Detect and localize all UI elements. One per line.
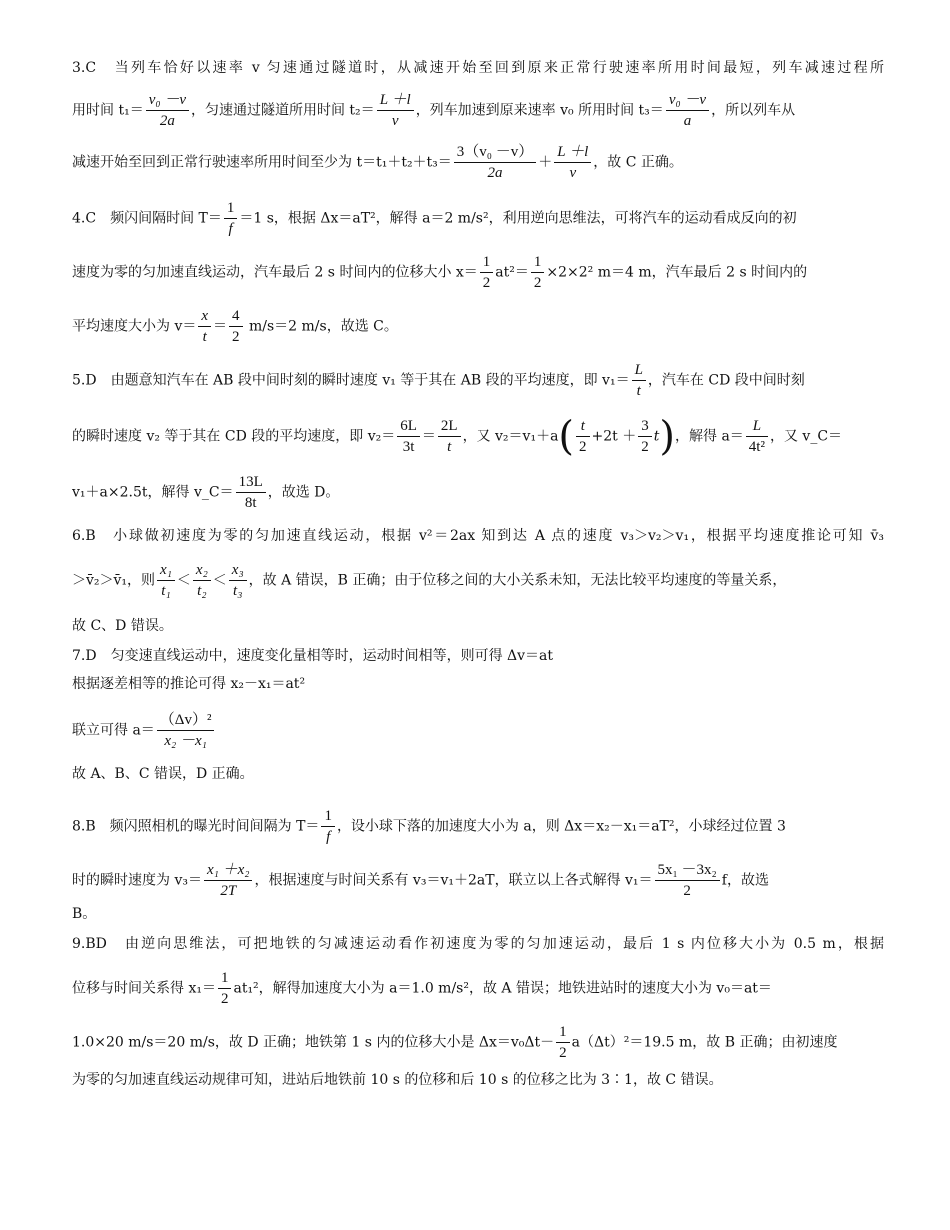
fraction [638, 416, 652, 457]
denominator: t₁ [161, 583, 171, 599]
fraction [229, 306, 243, 347]
q6-line-1 [72, 526, 884, 546]
denominator: f [228, 221, 233, 237]
q4-line-3 [72, 306, 884, 347]
numerator: L [632, 360, 646, 381]
fraction [198, 306, 211, 347]
fraction [556, 1022, 570, 1063]
numerator: t [576, 416, 590, 437]
text: ＋ [538, 154, 553, 171]
denominator: 2T [220, 883, 237, 899]
q5-line-2 [72, 416, 884, 457]
numerator: x₁ [157, 560, 175, 581]
fraction [666, 90, 709, 131]
numerator: x₁ ＋x₂ [204, 860, 253, 881]
text: 为零的匀加速直线运动规律可知，进站后地铁前 10 s 的位移和后 10 s 的位移之比为 3∶1，故 C 错误。 [72, 1072, 723, 1088]
denominator: 2 [641, 439, 649, 455]
q9-line-3 [72, 1022, 884, 1063]
fraction [224, 198, 238, 239]
numerator: 1 [480, 252, 494, 273]
text: ×2×2² m＝4 m，汽车最后 2 s 时间内的 [546, 264, 808, 281]
numerator: 3 [638, 416, 652, 437]
left-paren: ( [558, 416, 575, 457]
right-paren: ) [659, 416, 675, 457]
fraction [531, 252, 545, 293]
text: ，故选 D。 [267, 484, 340, 501]
denominator: t [202, 329, 207, 345]
q5-line-1 [72, 360, 884, 401]
numerator: 1 [218, 968, 232, 989]
denominator: 2a [159, 113, 175, 129]
numerator: 1 [321, 806, 335, 827]
text: ，故 A 错误，B 正确；由于位移之间的大小关系未知，无法比较平均速度的等量关系， [248, 572, 787, 589]
numerator: L [746, 416, 768, 437]
denominator: a [683, 113, 692, 129]
q9-line-2 [72, 968, 884, 1009]
numerator: 1 [531, 252, 545, 273]
denominator: 2 [232, 329, 240, 345]
fraction [438, 416, 461, 457]
denominator: t [447, 439, 452, 455]
q8-line-2 [72, 860, 884, 901]
denominator: 2 [533, 275, 542, 291]
text: ，设小球下落的加速度大小为 a，则 Δx＝x₂－x₁＝aT²，小球经过位置 3 [336, 818, 786, 835]
numerator: L ＋l [377, 90, 414, 111]
fraction [218, 968, 232, 1009]
text: 1.0×20 m/s＝20 m/s，故 D 正确；地铁第 1 s 内的位移大小是 Δx＝v₀Δt－ [72, 1034, 555, 1051]
q4-line-1 [72, 198, 884, 239]
fraction [554, 142, 591, 183]
q3-line-1 [72, 58, 884, 78]
text: at₁²，解得加速度大小为 a＝1.0 m/s²，故 A 错误；地铁进站时的速度大小为 v₀＝at＝ [233, 980, 772, 997]
text: 平均速度大小为 v＝ [72, 318, 197, 335]
numerator: 5x₁ －3x₂ [655, 860, 720, 881]
text: 9.BD 由逆向思维法，可把地铁的匀减速运动看作初速度为零的匀加速运动，最后 1 s 内位移大小为 0.5 m，根据 [72, 936, 884, 952]
text: ，又 v_C＝ [769, 428, 843, 445]
denominator: 4t² [748, 439, 765, 455]
fraction [146, 90, 189, 131]
text: at²＝ [495, 264, 529, 281]
fraction [204, 860, 253, 901]
denominator: 2 [559, 1045, 567, 1061]
denominator: 2 [683, 883, 691, 899]
text: ＝1 s，根据 Δx＝aT²，解得 a＝2 m/s²，利用逆向思维法，可将汽车的运动看成反向的初 [239, 210, 797, 227]
text: ＞v̄₂＞v̄₁，则 [72, 572, 156, 589]
q7-line-4 [72, 764, 884, 784]
denominator: v [391, 113, 399, 129]
numerator: （Δv）² [157, 710, 215, 731]
denominator: 8t [244, 495, 257, 511]
text: v₁＋a×2.5t，解得 v_C＝ [72, 484, 234, 501]
numerator: v₀ －v [146, 90, 189, 111]
text: 联立可得 a＝ [72, 722, 155, 739]
fraction [193, 560, 211, 601]
text: 故 C、D 错误。 [72, 618, 173, 634]
text: 减速开始至回到正常行驶速率所用时间至少为 t＝t₁＋t₂＋t₃＝ [72, 154, 452, 171]
numerator: L ＋l [554, 142, 591, 163]
text: 故 A、B、C 错误，D 正确。 [72, 766, 254, 782]
denominator: t [636, 383, 641, 399]
text: B。 [72, 906, 97, 922]
numerator: 3（v₀ －v） [454, 142, 536, 163]
numerator: 13L [236, 472, 266, 493]
numerator: 2L [438, 416, 461, 437]
fraction [480, 252, 494, 293]
text: 位移与时间关系得 x₁＝ [72, 980, 216, 997]
text: ＜ [176, 572, 191, 589]
q7-line-1 [72, 646, 884, 666]
fraction [655, 860, 720, 901]
fraction [632, 360, 646, 401]
denominator: 3t [402, 439, 415, 455]
text: a（Δt）²＝19.5 m，故 B 正确；由初速度 [571, 1034, 838, 1051]
q7-line-3 [72, 710, 884, 751]
fraction [236, 472, 266, 513]
text: f，故选 [721, 872, 769, 889]
numerator: x₂ [193, 560, 211, 581]
text: 速度为零的匀加速直线运动，汽车最后 2 s 时间内的位移大小 x＝ [72, 264, 478, 281]
text: 7.D 匀变速直线运动中，速度变化量相等时，运动时间相等，则可得 Δv＝at [72, 648, 554, 664]
q3-line-3 [72, 142, 884, 183]
q8-line-1 [72, 806, 884, 847]
fraction [229, 560, 247, 601]
denominator: v [569, 165, 577, 181]
text: ＝ [213, 318, 228, 335]
text: ，故 C 正确。 [593, 154, 683, 171]
text: ＜ [212, 572, 227, 589]
fraction [746, 416, 768, 457]
text: 8.B 频闪照相机的曝光时间间隔为 T＝ [72, 818, 320, 835]
text: ，列车加速到原来速率 v₀ 所用时间 t₃＝ [415, 102, 664, 119]
fraction [321, 806, 335, 847]
text: ，根据速度与时间关系有 v₃＝v₁＋2aT，联立以上各式解得 v₁＝ [254, 872, 653, 889]
q3-line-2 [72, 90, 884, 131]
q6-line-2 [72, 560, 884, 601]
fraction [576, 416, 590, 457]
text: 3.C 当列车恰好以速率 v 匀速通过隧道时，从减速开始至回到原来正常行驶速率所用时间最短，列车减速过程所 [72, 60, 884, 76]
denominator: 2 [579, 439, 587, 455]
denominator: t₃ [233, 583, 243, 599]
text: ，又 v₂＝v₁＋a [462, 428, 559, 445]
fraction [397, 416, 420, 457]
q6-line-3 [72, 616, 884, 636]
numerator: x₃ [229, 560, 247, 581]
q9-line-1 [72, 934, 884, 954]
text: ，所以列车从 [711, 102, 796, 119]
numerator: x [198, 306, 211, 327]
numerator: 1 [556, 1022, 570, 1043]
q7-line-2 [72, 674, 884, 694]
text: +2t ＋ [591, 428, 637, 445]
text: ＝ [421, 428, 436, 445]
numerator: v₀ －v [666, 90, 709, 111]
q4-line-2 [72, 252, 884, 293]
denominator: 2 [220, 991, 229, 1007]
text: 4.C 频闪间隔时间 T＝ [72, 210, 222, 227]
q9-line-4 [72, 1070, 884, 1090]
text: ，匀速通过隧道所用时间 t₂＝ [190, 102, 375, 119]
q8-line-3 [72, 904, 884, 924]
numerator: 1 [224, 198, 238, 219]
fraction [157, 710, 215, 751]
text: ，解得 a＝ [675, 428, 744, 445]
text: ，汽车在 CD 段中间时刻 [647, 372, 805, 389]
text: 5.D 由题意知汽车在 AB 段中间时刻的瞬时速度 v₁ 等于其在 AB 段的平均速度，即 v₁＝ [72, 372, 630, 389]
q5-line-3 [72, 472, 884, 513]
denominator: 2a [487, 165, 503, 181]
text: t [653, 428, 660, 445]
text: 的瞬时速度 v₂ 等于其在 CD 段的平均速度，即 v₂＝ [72, 428, 396, 445]
text: 根据逐差相等的推论可得 x₂－x₁＝at² [72, 676, 306, 692]
denominator: 2 [482, 275, 491, 291]
numerator: 4 [229, 306, 243, 327]
denominator: f [326, 829, 331, 845]
denominator: t₂ [197, 583, 207, 599]
text: 用时间 t₁＝ [72, 102, 144, 119]
text: m/s＝2 m/s，故选 C。 [244, 318, 398, 335]
text: 时的瞬时速度为 v₃＝ [72, 872, 202, 889]
fraction [454, 142, 536, 183]
denominator: x₂ －x₁ [164, 733, 207, 749]
text: 6.B 小球做初速度为零的匀加速直线运动，根据 v²＝2ax 知到达 A 点的速度 v₃＞v₂＞v₁，根据平均速度推论可知 v̄₃ [72, 528, 884, 544]
fraction [377, 90, 414, 131]
fraction [157, 560, 175, 601]
numerator: 6L [397, 416, 420, 437]
